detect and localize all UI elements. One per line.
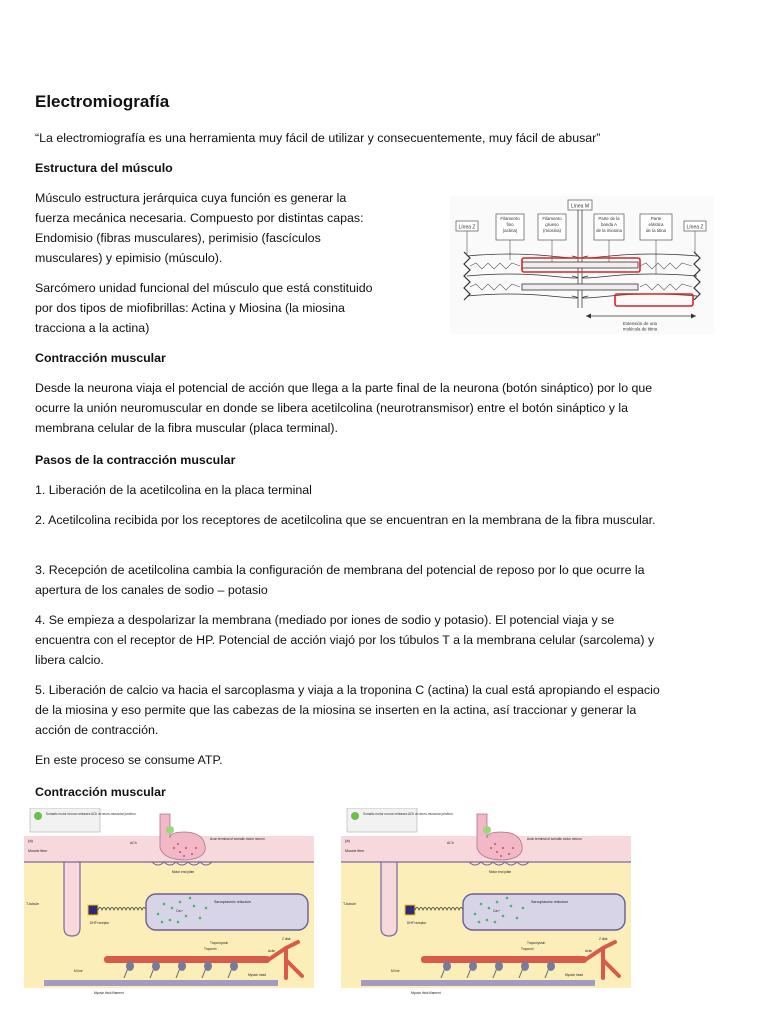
label-troponin: Troponin bbox=[521, 947, 534, 951]
calcium-ion bbox=[502, 915, 505, 918]
label-muscle-fiber: Muscle fiber bbox=[345, 849, 365, 853]
sarcomere-figure bbox=[450, 196, 714, 334]
nmj-figure-2 bbox=[340, 808, 632, 1000]
ach-molecule bbox=[508, 853, 510, 855]
label-t-tubule: T-tubule bbox=[26, 902, 39, 906]
heading-contraccion-2: Contracción muscular bbox=[35, 785, 166, 799]
calcium-ion bbox=[185, 915, 188, 918]
dhp-receptor-icon bbox=[88, 905, 98, 915]
step-3: 3. Recepción de acetilcolina cambia la configuración de membrana del potencial de reposo por lo que ocurre la apertura de los canales de sodio – potasio bbox=[35, 563, 645, 597]
myosin-head-icon bbox=[178, 961, 186, 971]
myosin-thick-filament bbox=[44, 980, 278, 986]
step-1: 1. Liberación de la acetilcolina en la placa terminal bbox=[35, 483, 312, 497]
label-t-tubule: T-tubule bbox=[343, 902, 356, 906]
vesicle-icon bbox=[483, 826, 491, 834]
ach-molecule bbox=[490, 847, 492, 849]
label-parte-elastica: Parte elástica de la titina bbox=[645, 216, 667, 233]
label-axon-terminal: Axon terminal of somatic motor neuron bbox=[210, 837, 265, 841]
label-filamento-fino: Filamento fino (actina) bbox=[500, 216, 520, 233]
calcium-ion bbox=[199, 917, 202, 920]
calcium-ion bbox=[157, 913, 160, 916]
calcium-ion bbox=[486, 919, 489, 922]
myosin-head-icon bbox=[230, 961, 238, 971]
ach-molecule bbox=[500, 855, 502, 857]
myosin-head-icon bbox=[126, 961, 134, 971]
myosin-head-icon bbox=[547, 961, 555, 971]
label-dhp-receptor: DHP receptor bbox=[90, 921, 110, 925]
label-dhp-receptor: DHP receptor bbox=[407, 921, 427, 925]
myosin-head-icon bbox=[443, 961, 451, 971]
calcium-ion bbox=[193, 905, 196, 908]
heading-pasos: Pasos de la contracción muscular bbox=[35, 453, 236, 467]
paragraph-atp: En este proceso se consume ATP. bbox=[35, 753, 223, 767]
step-4: 4. Se empieza a despolarizar la membrana (mediado por iones de sodio y potasio). El potencial viaja y se encuentra con el receptor de HP. Potencial de acción viajó por los túbulos T a la membrana celular (sarcolema) y libera calcio. bbox=[35, 613, 655, 667]
label-motor-end-plate: Motor end plate bbox=[172, 870, 195, 874]
label-m-line: M line bbox=[74, 969, 83, 973]
calcium-ion bbox=[163, 903, 166, 906]
step-marker-icon bbox=[34, 812, 42, 820]
calcium-ion bbox=[177, 921, 180, 924]
callout-text: Somatic motor neuron releases ACh at neuro-muscular junction. bbox=[46, 812, 137, 816]
label-m-line: M line bbox=[391, 969, 400, 973]
ach-molecule bbox=[179, 851, 181, 853]
label-actin: Actin bbox=[268, 949, 276, 953]
myosin-head-icon bbox=[521, 961, 529, 971]
paragraph-contraccion: Desde la neurona viaja el potencial de acción que llega a la parte final de la neurona (botón sináptico) por lo que ocurre la unión neuromuscular en donde se libera acetilcolina (neurotransmisor) entre el botón sináptico y la membrana celular de la fibra muscular (placa terminal). bbox=[35, 381, 653, 435]
label-tropomyosin: Tropomyosin bbox=[527, 941, 546, 945]
heading-estructura: Estructura del músculo bbox=[35, 161, 173, 175]
label-motor-end-plate: Motor end plate bbox=[489, 870, 512, 874]
step-marker-icon bbox=[351, 812, 359, 820]
myosin-head-icon bbox=[152, 961, 160, 971]
calcium-ion bbox=[488, 907, 491, 910]
ach-molecule bbox=[183, 855, 185, 857]
label-myosin-head: Myosin head bbox=[248, 973, 267, 977]
label-parte-banda-a: Parte de la banda A de la miosina bbox=[596, 216, 622, 233]
calcium-ion bbox=[516, 917, 519, 920]
callout-text: Somatic motor neuron releases ACh at neuro-muscular junction. bbox=[363, 812, 454, 816]
label-extension: Extensión de una molécula de titina bbox=[622, 321, 658, 332]
calcium-ion bbox=[171, 907, 174, 910]
step-5: 5. Liberación de calcio va hacia el sarcoplasma y viaja a la troponina C (actina) la cual está apropiando el espacio de la miosina y eso permite que las cabezas de la miosina se inserten en la actina, así traccionar y generar la acción de contracción. bbox=[35, 683, 660, 737]
label-sarcoplasmic-reticulum: Sarcoplasmic reticulum bbox=[531, 900, 569, 904]
ach-molecule bbox=[191, 853, 193, 855]
label-actin: Actin bbox=[585, 949, 593, 953]
panel-label: (a) bbox=[28, 838, 33, 843]
calcium-ion bbox=[506, 897, 509, 900]
calcium-ion bbox=[510, 905, 513, 908]
calcium-ion bbox=[496, 901, 499, 904]
heading-contraccion: Contracción muscular bbox=[35, 351, 166, 365]
step-2: 2. Acetilcolina recibida por los receptores de acetilcolina que se encuentran en la membrana de la fibra muscular. bbox=[35, 513, 656, 527]
label-z-disk: Z disk bbox=[599, 937, 608, 941]
label-troponin: Troponin bbox=[204, 947, 217, 951]
calcium-ion bbox=[478, 921, 481, 924]
calcium-ion bbox=[494, 921, 497, 924]
label-ach: ACh bbox=[447, 841, 454, 845]
calcium-ion bbox=[179, 901, 182, 904]
calcium-ion bbox=[161, 921, 164, 924]
label-myosin-thick-filament: Myosin thick filament bbox=[411, 991, 441, 995]
calcium-ion bbox=[169, 919, 172, 922]
label-ach: ACh bbox=[130, 841, 137, 845]
ach-molecule bbox=[494, 843, 496, 845]
calcium-ion bbox=[480, 903, 483, 906]
calcium-ion bbox=[205, 907, 208, 910]
ach-molecule bbox=[195, 847, 197, 849]
label-myosin-thick-filament: Myosin thick filament bbox=[94, 991, 124, 995]
paragraph-estructura-1: Músculo estructura jerárquica cuya función es generar la fuerza mecánica necesaria. Compuesto por distintas capas: Endomisio (fibras musculares), perimisio (fascículos musculares) y epimisio (músculo). bbox=[35, 191, 364, 265]
label-myosin-head: Myosin head bbox=[565, 973, 584, 977]
label-tropomyosin: Tropomyosin bbox=[210, 941, 229, 945]
label-linea-z-left: Línea Z bbox=[458, 224, 476, 231]
myosin-head-icon bbox=[469, 961, 477, 971]
ach-molecule bbox=[173, 847, 175, 849]
vesicle-icon bbox=[166, 826, 174, 834]
dhp-receptor-icon bbox=[405, 905, 415, 915]
label-filamento-grueso: Filamento grueso (miosina) bbox=[542, 216, 562, 233]
label-ca: Ca²⁺ bbox=[493, 909, 501, 913]
panel-label: (a) bbox=[345, 838, 350, 843]
calcium-ion bbox=[522, 907, 525, 910]
calcium-ion bbox=[474, 913, 477, 916]
nmj-figure-1 bbox=[24, 808, 314, 1000]
myosin-thick-filament bbox=[361, 980, 595, 986]
ach-molecule bbox=[177, 843, 179, 845]
label-z-disk: Z disk bbox=[282, 937, 291, 941]
ach-molecule bbox=[512, 847, 514, 849]
label-axon-terminal: Axon terminal of somatic motor neuron bbox=[527, 837, 582, 841]
ach-molecule bbox=[502, 847, 504, 849]
label-ca: Ca²⁺ bbox=[176, 909, 184, 913]
ach-molecule bbox=[185, 847, 187, 849]
myosin-head-icon bbox=[495, 961, 503, 971]
ach-molecule bbox=[496, 851, 498, 853]
label-linea-z-right: Línea Z bbox=[686, 224, 704, 231]
calcium-ion bbox=[189, 897, 192, 900]
label-muscle-fiber: Muscle fiber bbox=[28, 849, 48, 853]
t-tubule-shape bbox=[381, 862, 397, 936]
t-tubule-shape bbox=[64, 862, 80, 936]
opening-quote: “La electromiografía es una herramienta muy fácil de utilizar y consecuentemente, muy fácil de abusar” bbox=[35, 131, 601, 145]
myosin-head-icon bbox=[204, 961, 212, 971]
label-sarcoplasmic-reticulum: Sarcoplasmic reticulum bbox=[214, 900, 252, 904]
label-linea-m: Línea M bbox=[570, 203, 590, 210]
paragraph-estructura-2: Sarcómero unidad funcional del músculo que está constituido por dos tipos de miofibrillas: Actina y Miosina (la miosina tracciona a la actina) bbox=[35, 281, 373, 335]
document-title: Electromiografía bbox=[35, 92, 170, 111]
